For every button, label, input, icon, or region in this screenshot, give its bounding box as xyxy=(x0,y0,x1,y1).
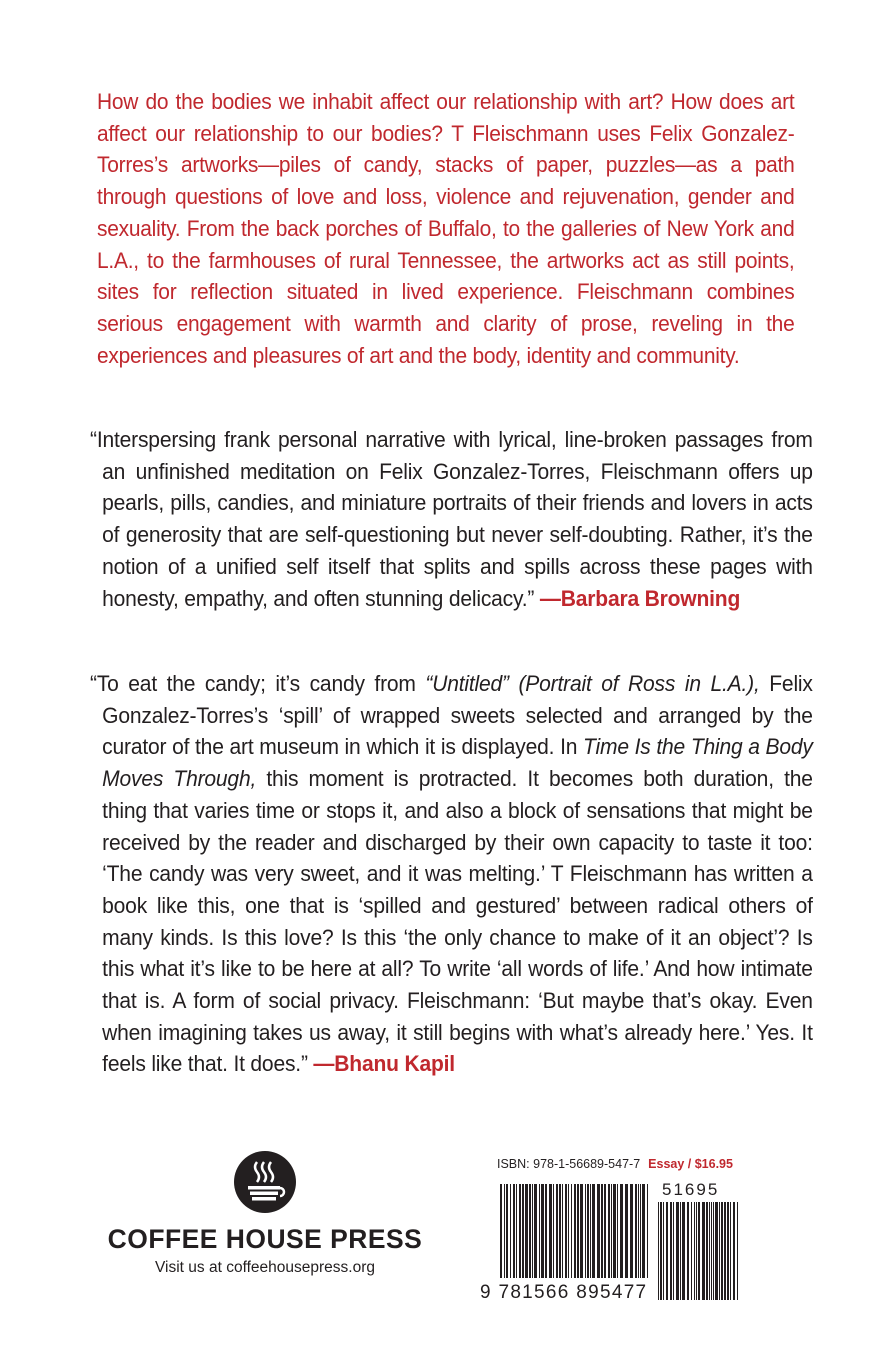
blurb-quote-browning xyxy=(90,424,813,614)
category-price: Essay / $16.95 xyxy=(648,1157,733,1171)
quote-text: this moment is protracted. It becomes both duration, the thing that varies time or stops it, and also a block of sensations that might be received by the reader and discharged by their own capacity to taste it too: ‘The candy was very sweet, and it was melting.’ T Fleischmann has written a book like this, one that is ‘spilled and gestured’ between radical others of many kinds. Is this love? Is this ‘the only chance to make of it an object’? Is this what it’s like to be here at all? To write ‘all words of life.’ And how intimate that is. A form of social privacy. Fleischmann: ‘But maybe that’s okay. Even when imagining takes us away, it still begins with what’s already here.’ Yes. It feels like that. It does.” xyxy=(102,766,813,1077)
isbn-line xyxy=(497,1157,733,1171)
quote-text: Felix Gonzalez-Torres’s ‘spill’ of wrapped sweets selected and arranged by the curator of the art museum in which it is displayed. In xyxy=(102,671,813,760)
addon-number: 51695 xyxy=(662,1180,720,1199)
quote-text: “To eat the candy; it’s candy from xyxy=(90,671,426,696)
publisher-logo xyxy=(100,1150,430,1277)
isbn-label: ISBN: 978-1-56689-547-7 xyxy=(497,1157,641,1171)
book-description: How do the bodies we inhabit affect our relationship with art? How does art affect our relationship to our bodies? T Fleischmann uses Felix Gonzalez-Torres’s artworks—piles of candy, stacks of paper, puzzles—as a path through questions of love and loss, violence and rejuvenation, gender and sexuality. From the back porches of Buffalo, to the galleries of New York and L.A., to the farmhouses of rural Tennessee, the artworks act as still points, sites for reflection situated in lived experience. Fleischmann combines serious engagement with warmth and clarity of prose, reveling in the experiences and pleasures of art and the body, identity and community. xyxy=(97,89,795,368)
quote-title: “Untitled” (Portrait of Ross in L.A.), xyxy=(425,671,760,696)
quote-title: Time Is the Thing a Body Moves Through, xyxy=(102,734,813,792)
publisher-url: Visit us at coffeehousepress.org xyxy=(154,1259,375,1276)
blurb-quote-kapil xyxy=(90,668,813,1080)
quote-attribution: —Bhanu Kapil xyxy=(313,1051,455,1077)
publisher-name: COFFEE HOUSE PRESS xyxy=(107,1224,423,1254)
quote-attribution: —Barbara Browning xyxy=(539,585,741,611)
barcode-number: 9 781566 895477 xyxy=(480,1282,648,1303)
coffee-cup-icon xyxy=(233,1150,297,1214)
quote-text: “Interspersing frank personal narrative with lyrical, line-broken passages from an unfinished meditation on Felix Gonzalez-Torres, Fleischmann offers up pearls, pills, candies, and miniature portraits of their friends and lovers in acts of generosity that are self-questioning but never self-doubting. Rather, it’s the notion of a unified self itself that splits and spills across these pages with honesty, empathy, and often stunning delicacy.” xyxy=(90,427,813,611)
